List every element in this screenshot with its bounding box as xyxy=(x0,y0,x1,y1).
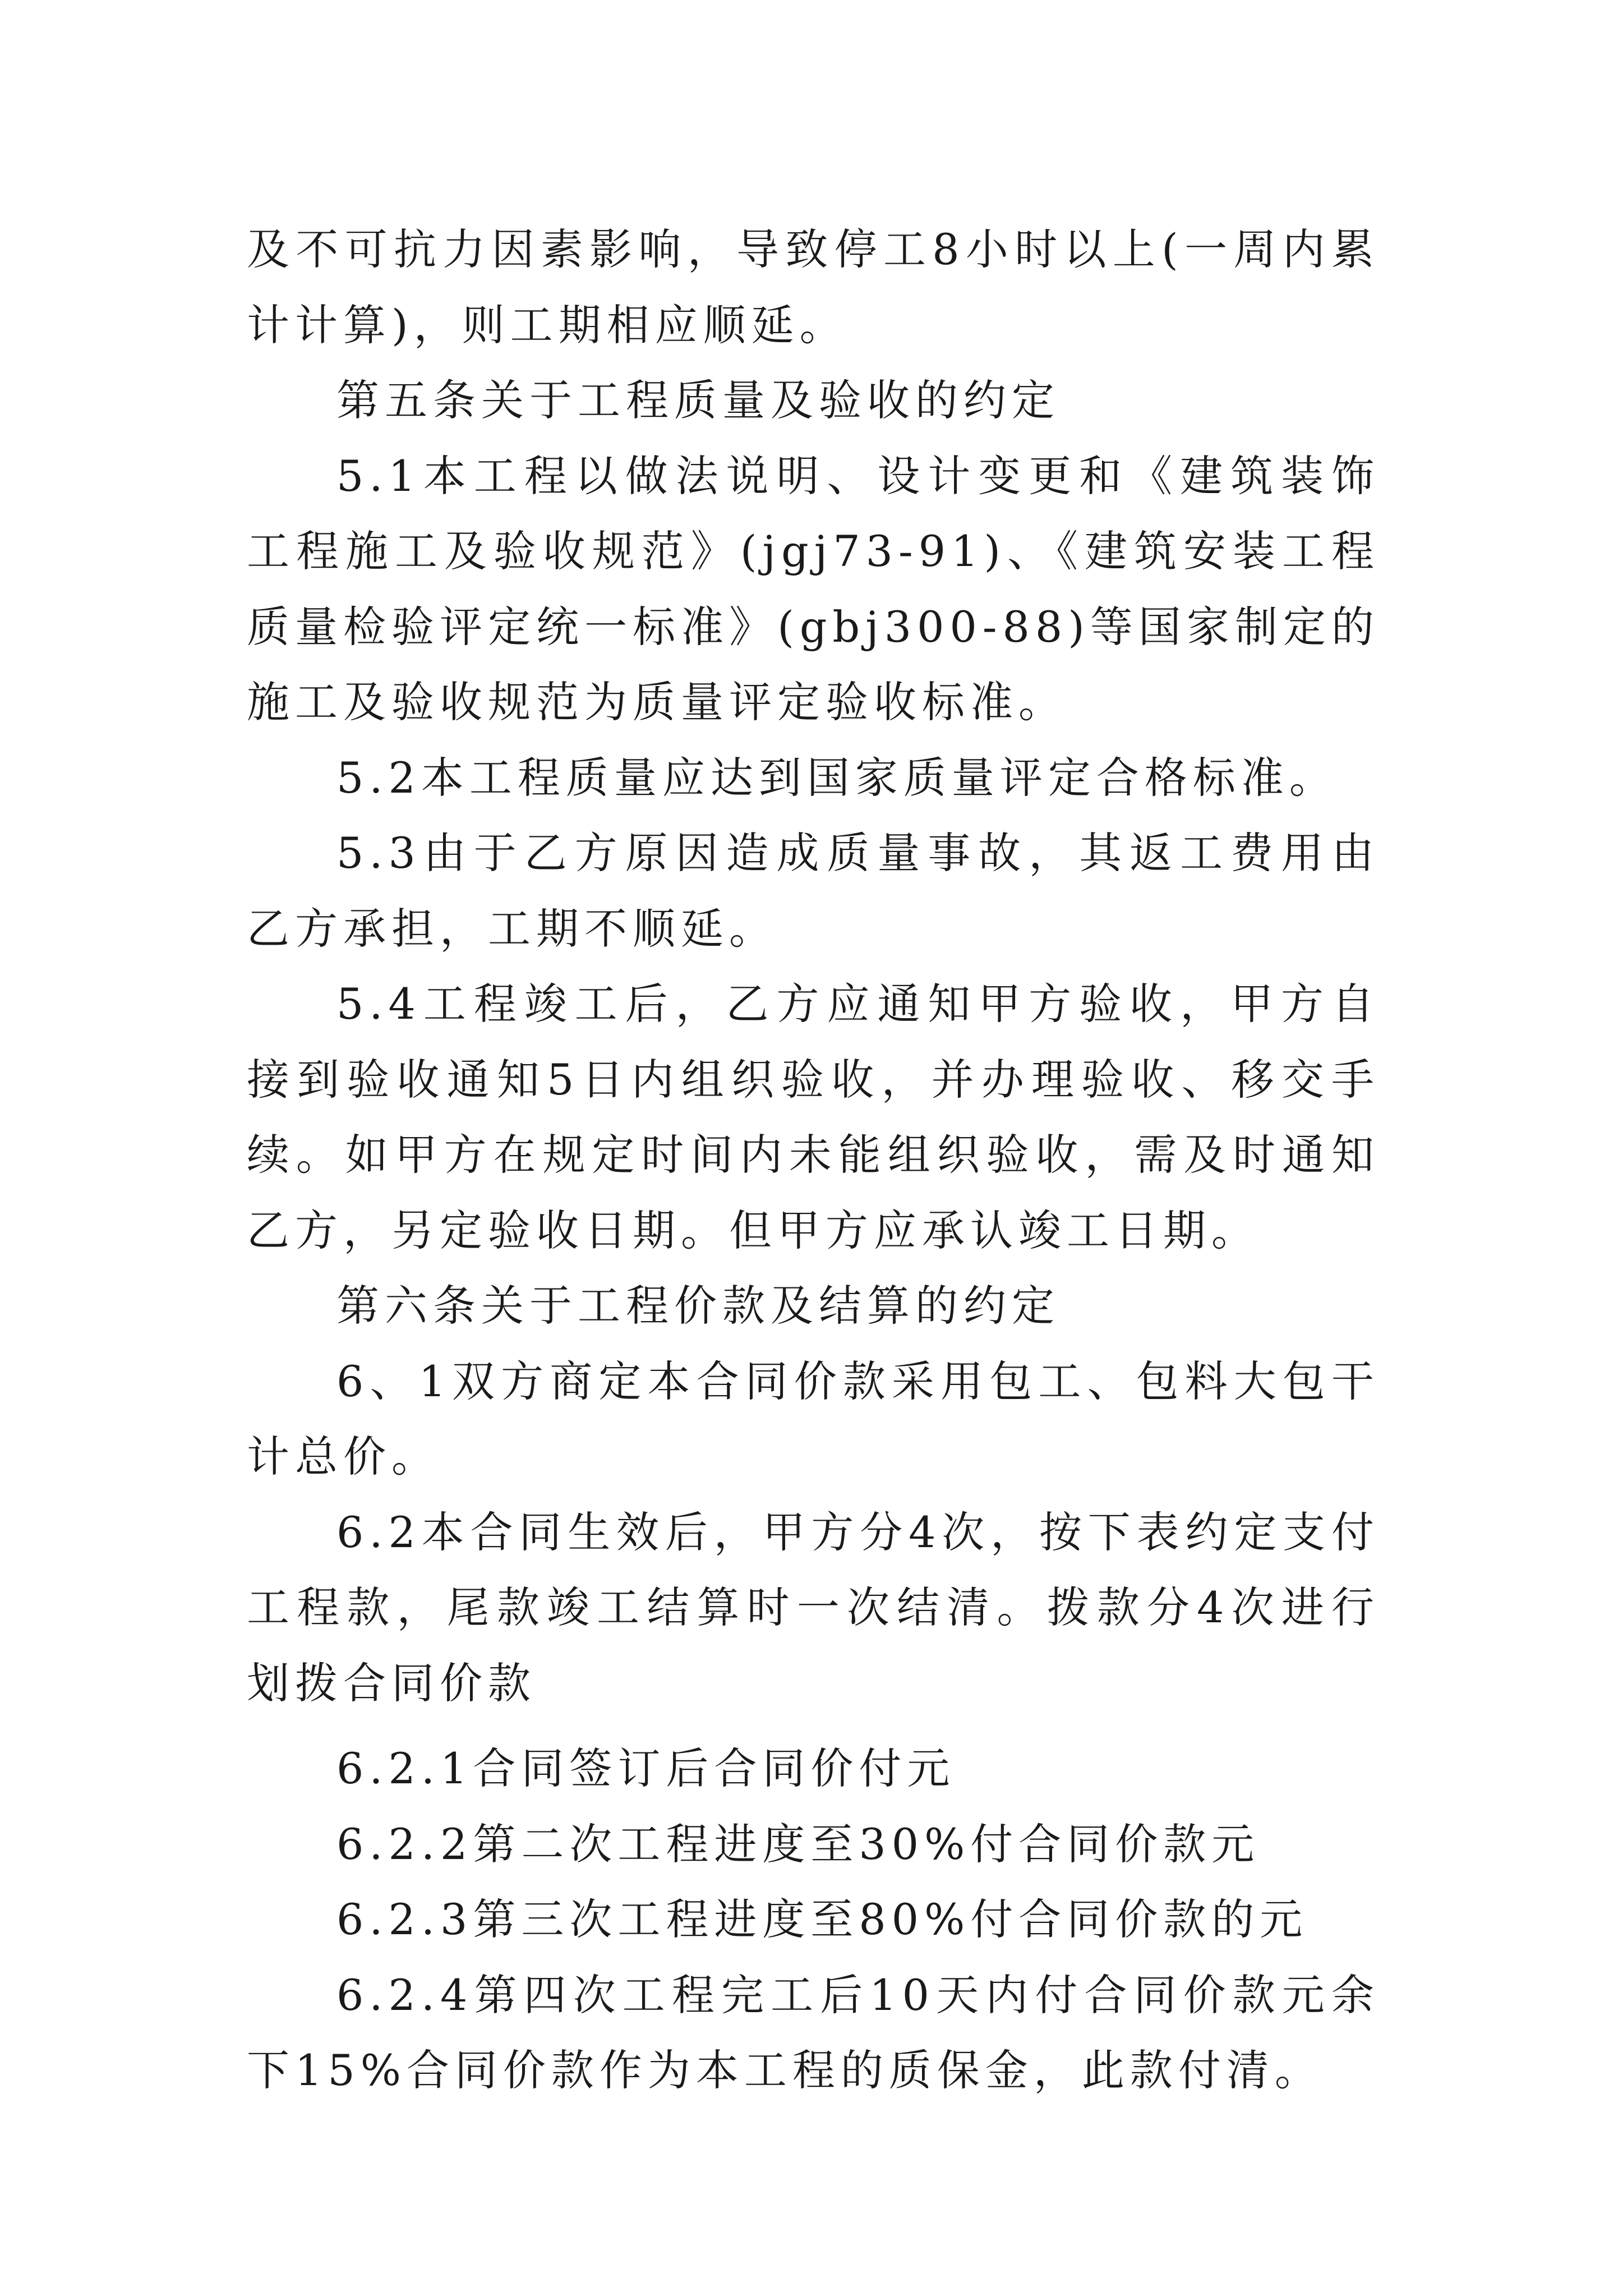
paragraph-5-2: 5.2本工程质量应达到国家质量评定合格标准。 xyxy=(336,752,1338,803)
paragraph-6-1: 6、1双方商定本合同价款采用包工、包料大包干计总价。 xyxy=(247,1356,1380,1481)
paragraph-5-1: 5.1本工程以做法说明、设计变更和《建筑装饰工程施工及验收规范》(jgj73-91)、《建筑安装工程质量检验评定统一标准》(gbj300-88)等国家制定的施工及验收规范为质量评定验收标准。 xyxy=(247,450,1380,727)
paragraph-5-4: 5.4工程竣工后，乙方应通知甲方验收，甲方自接到验收通知5日内组织验收，并办理验收、移交手续。如甲方在规定时间内未能组织验收，需及时通知乙方，另定验收日期。但甲方应承认竣工日期。 xyxy=(247,979,1380,1255)
paragraph-6-2-2: 6.2.2第二次工程进度至30%付合同价款元 xyxy=(336,1819,1260,1869)
document-body xyxy=(247,212,1380,2109)
paragraph-delay-clause: 及不可抗力因素影响，导致停工8小时以上(一周内累计计算)，则工期相应顺延。 xyxy=(247,224,1380,350)
paragraph-6-2-1: 6.2.1合同签订后合同价付元 xyxy=(336,1743,956,1793)
paragraph-6-2-3: 6.2.3第三次工程进度至80%付合同价款的元 xyxy=(336,1894,1308,1944)
paragraph-5-3: 5.3由于乙方原因造成质量事故，其返工费用由乙方承担，工期不顺延。 xyxy=(247,828,1380,954)
heading-article-6: 第六条关于工程价款及结算的约定 xyxy=(336,1281,1060,1331)
paragraph-6-2: 6.2本合同生效后，甲方分4次，按下表约定支付工程款，尾款竣工结算时一次结清。拨款分4次进行划拨合同价款 xyxy=(247,1507,1380,1708)
paragraph-6-2-4: 6.2.4第四次工程完工后10天内付合同价款元余下15%合同价款作为本工程的质保金，此款付清。 xyxy=(247,1970,1380,2095)
heading-article-5: 第五条关于工程质量及验收的约定 xyxy=(336,375,1060,425)
